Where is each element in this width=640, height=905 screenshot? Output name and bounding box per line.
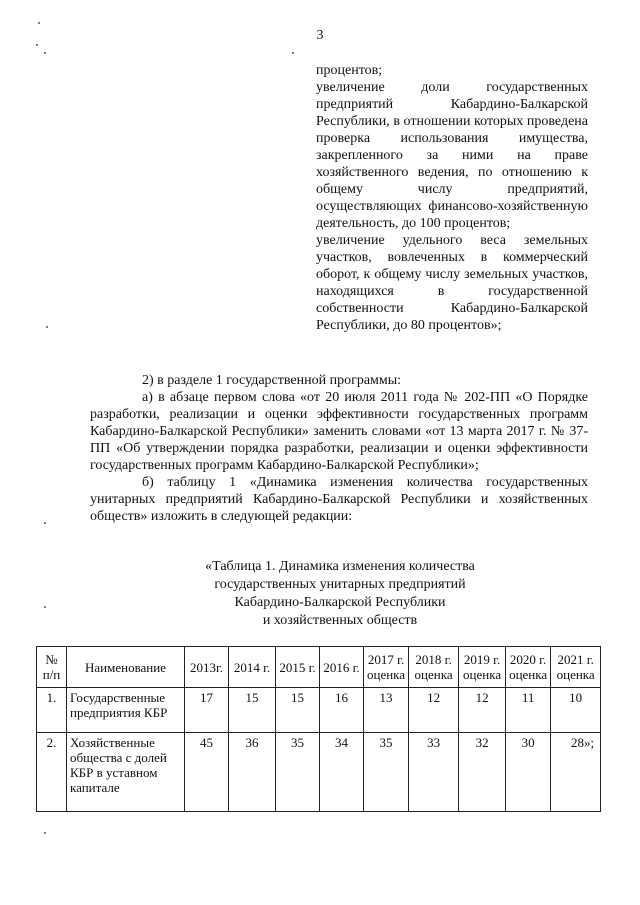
- header-cell: 2017 г. оценка: [364, 647, 409, 688]
- value-cell: 35: [364, 733, 409, 812]
- value-cell: 13: [364, 688, 409, 733]
- header-cell: 2016 г.: [320, 647, 364, 688]
- header-cell: 2015 г.: [276, 647, 320, 688]
- scan-speck: [44, 52, 46, 54]
- value-cell: 45: [185, 733, 229, 812]
- scan-speck: [44, 522, 46, 524]
- value-cell: 12: [409, 688, 459, 733]
- value-cell: 28»;: [551, 733, 601, 812]
- goal-item: процентов;: [316, 63, 383, 78]
- table-row: [37, 733, 601, 812]
- value-cell: 10: [551, 688, 601, 733]
- table-header-row: [37, 647, 601, 688]
- value-cell: 30: [506, 733, 551, 812]
- table-caption: [190, 558, 490, 630]
- dynamics-table: [36, 646, 601, 812]
- scan-speck: [38, 22, 40, 24]
- scan-speck: [46, 326, 48, 328]
- header-cell: 2019 г. оценка: [459, 647, 506, 688]
- page-number: 3: [316, 28, 324, 43]
- header-cell: 2020 г. оценка: [506, 647, 551, 688]
- header-cell: 2018 г. оценка: [409, 647, 459, 688]
- value-cell: 15: [276, 688, 320, 733]
- value-cell: 17: [185, 688, 229, 733]
- scan-speck: [44, 606, 46, 608]
- scan-speck: [44, 832, 46, 834]
- header-cell: 2021 г. оценка: [551, 647, 601, 688]
- value-cell: 34: [320, 733, 364, 812]
- goal-item: увеличение удельного веса земельных участков, вовлеченных в коммерческий оборот, к общему числу земельных участков, находящихся в государственной собственности Кабардино-Балкарской Республики, до 80 процентов»;: [316, 233, 588, 333]
- value-cell: 12: [459, 688, 506, 733]
- header-cell: 2013г.: [185, 647, 229, 688]
- caption-line: Кабардино-Балкарской Республики: [234, 595, 446, 610]
- value-cell: 11: [506, 688, 551, 733]
- caption-line: государственных унитарных предприятий: [214, 577, 466, 592]
- table-row: [37, 688, 601, 733]
- value-cell: 36: [229, 733, 276, 812]
- amendment-text: [90, 372, 588, 525]
- scan-speck: [36, 44, 38, 46]
- scan-speck: [292, 52, 294, 54]
- value-cell: 32: [459, 733, 506, 812]
- value-cell: 16: [320, 688, 364, 733]
- header-cell: № п/п: [37, 647, 67, 688]
- value-cell: 35: [276, 733, 320, 812]
- row-name: Хозяйственные общества с долей КБР в уставном капитале: [67, 733, 185, 812]
- header-cell: Наименование: [67, 647, 185, 688]
- paragraph: 2) в разделе 1 государственной программы:: [142, 373, 402, 388]
- goals-continuation: [316, 62, 588, 334]
- caption-line: и хозяйственных обществ: [262, 613, 418, 628]
- paragraph: а) в абзаце первом слова «от 20 июля 2011 года № 202-ПП «О Порядке разработки, реализации и оценки эффективности государственных программ Кабардино-Балкарской Республики» заменить словами «от 13 марта 2017 г. № 37-ПП «Об утверждении порядка разработки, реализации и оценки эффективности государственных программ Кабардино-Балкарской Республики»;: [90, 390, 588, 473]
- goal-item: увеличение доли государственных предприятий Кабардино-Балкарской Республики, в отношении которых проведена проверка использования имущества, закрепленного за ними на праве хозяйственного ведения, по отношению к общему числу предприятий, осуществляющих финансово-хозяйственную деятельность, до 100 процентов;: [316, 80, 588, 231]
- value-cell: 15: [229, 688, 276, 733]
- caption-line: «Таблица 1. Динамика изменения количества: [205, 559, 475, 574]
- value-cell: 33: [409, 733, 459, 812]
- row-number: 1.: [37, 688, 67, 733]
- header-cell: 2014 г.: [229, 647, 276, 688]
- row-name: Государственные предприятия КБР: [67, 688, 185, 733]
- paragraph: б) таблицу 1 «Динамика изменения количества государственных унитарных предприятий Кабардино-Балкарской Республики и хозяйственных обществ» изложить в следующей редакции:: [90, 475, 588, 524]
- row-number: 2.: [37, 733, 67, 812]
